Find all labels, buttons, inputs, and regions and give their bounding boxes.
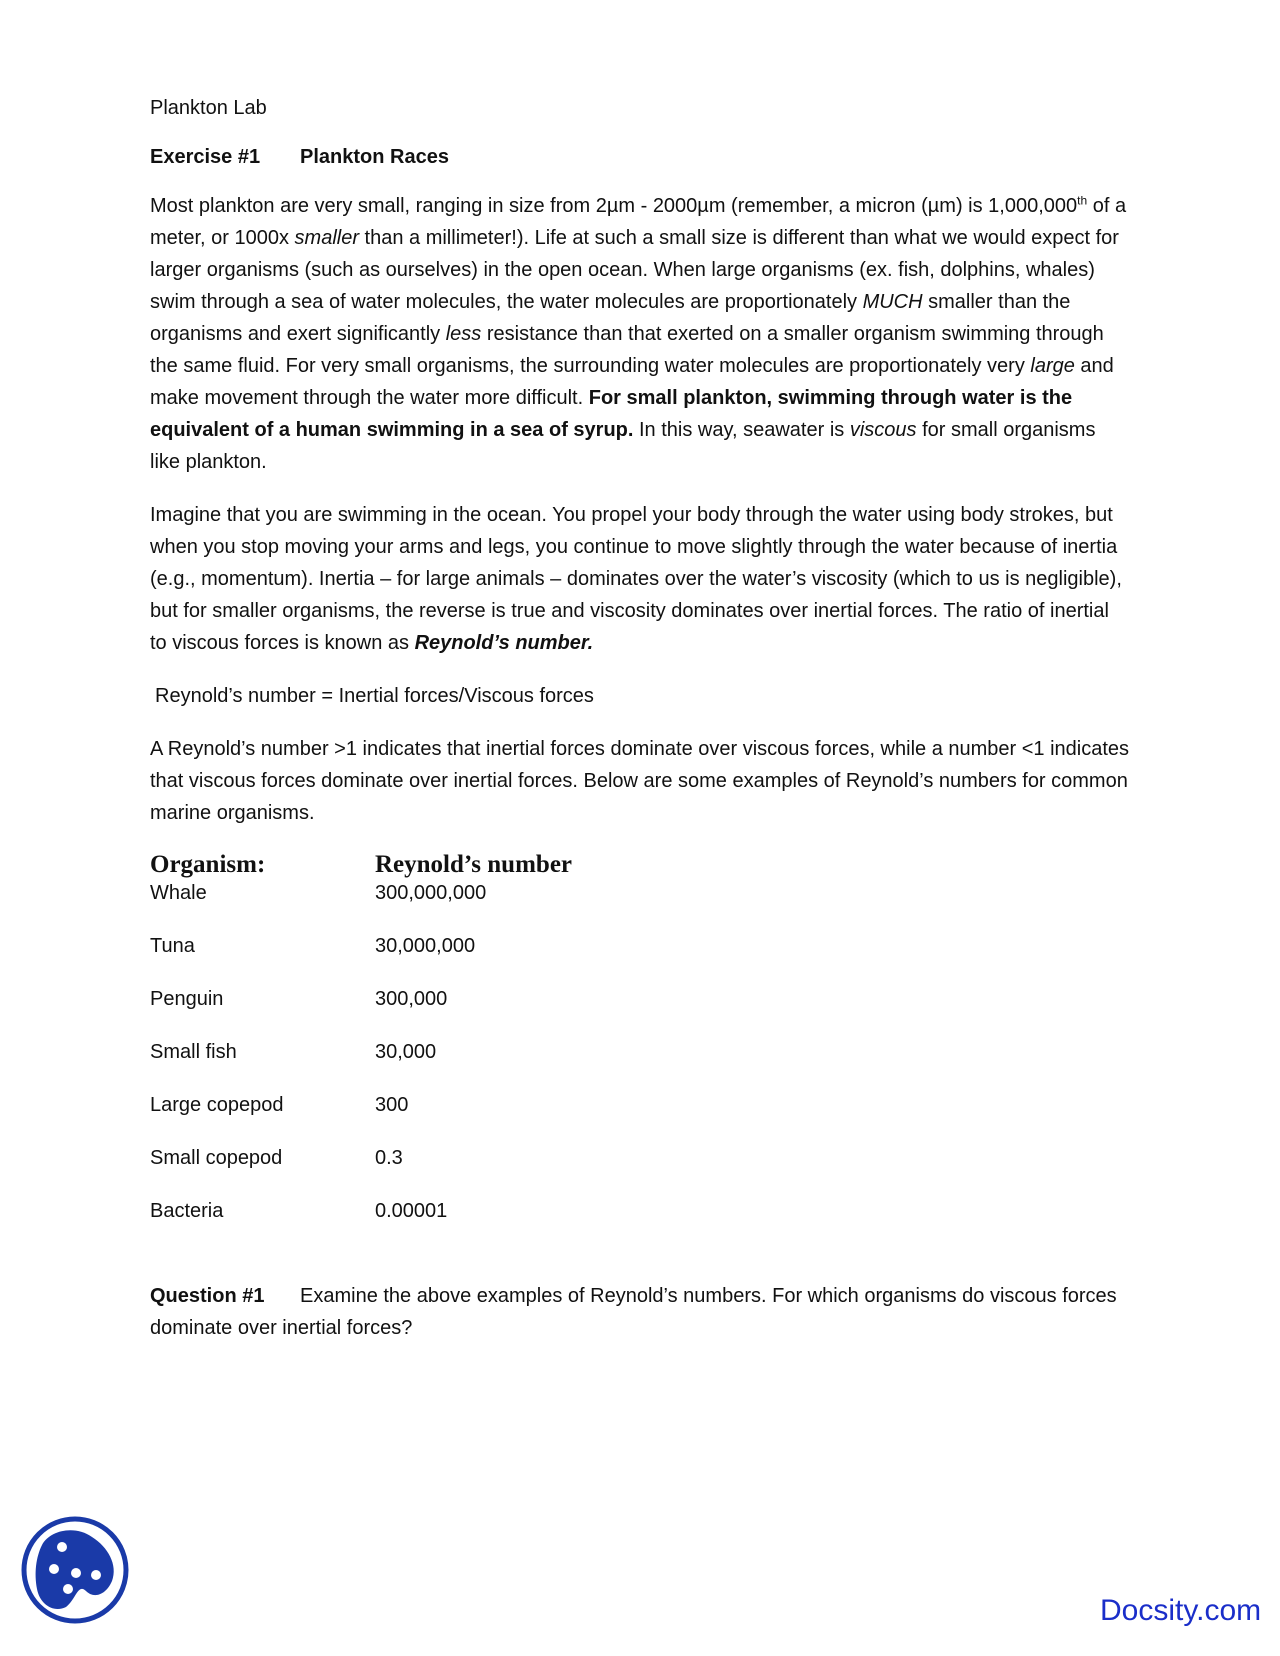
question-block [150, 1280, 1130, 1344]
cell-reynolds: 0.00001 [375, 1200, 448, 1222]
cell-organism: Bacteria [150, 1200, 224, 1222]
superscript: th [1077, 193, 1088, 208]
emphasis: smaller [294, 227, 359, 249]
document-title: Plankton Lab [150, 97, 267, 119]
table-row [150, 1144, 1130, 1173]
question-number: Question #1 [150, 1285, 265, 1307]
text-run: In this way, seawater is [633, 419, 850, 441]
reynolds-table [150, 851, 1130, 1226]
question-text: Examine the above examples of Reynold’s numbers. For which organisms do viscous forces dominate over inertial forces? [150, 1285, 1117, 1339]
exercise-number: Exercise #1 [150, 146, 261, 168]
cell-organism: Tuna [150, 935, 195, 957]
text-run: for small organisms like plankton. [150, 419, 1096, 473]
emphasis: less [445, 323, 482, 345]
cell-organism: Large copepod [150, 1094, 284, 1116]
header-reynolds: Reynold’s number [375, 851, 573, 878]
table-row [150, 1091, 1130, 1120]
table-row [150, 1038, 1130, 1067]
cell-reynolds: 30,000,000 [375, 935, 476, 957]
intro-paragraph [150, 190, 1130, 478]
table-row [150, 1197, 1130, 1226]
text-run: resistance than that exerted on a smaller organism swimming through the same fluid. For very small organisms, the surrounding water molecules are proportionately very [150, 323, 1104, 377]
table-row [150, 932, 1130, 961]
document-page [150, 92, 1130, 1344]
emphasis: viscous [849, 419, 917, 441]
explanation-paragraph: A Reynold’s number >1 indicates that inertial forces dominate over viscous forces, while a number <1 indicates that viscous forces dominate over inertial forces. Below are some examples of Reynold’s numbers for common marine organisms. [150, 738, 1130, 824]
text-run: and make movement through the water more difficult. [150, 355, 1114, 409]
text-run: Most plankton are very small, ranging in size from 2µm - 2000µm (remember, a micron (µm) is 1,000,000 [150, 195, 1078, 217]
docsity-logo-icon[interactable] [20, 1515, 130, 1625]
header-organism: Organism: [150, 851, 266, 878]
bold-text: For small plankton, swimming through water is the equivalent of a human swimming in a sea of syrup. [150, 387, 1073, 441]
cell-organism: Small fish [150, 1041, 237, 1063]
cell-reynolds: 30,000 [375, 1041, 437, 1063]
exercise-name: Plankton Races [300, 146, 449, 168]
bold-italic-term: Reynold’s number. [414, 632, 594, 654]
emphasis: large [1030, 355, 1075, 377]
cell-reynolds: 300,000,000 [375, 882, 487, 904]
text-run: smaller than the organisms and exert significantly [150, 291, 1071, 345]
text-run: of a meter, or 1000x [150, 195, 1127, 249]
cell-reynolds: 300 [375, 1094, 409, 1116]
text-run: Imagine that you are swimming in the ocean. You propel your body through the water using body strokes, but when you stop moving your arms and legs, you continue to move slightly through the water because of inertia (e.g., momentum). Inertia – for large animals – dominates over the water’s viscosity (which to us is negligible), but for smaller organisms, the reverse is true and viscosity dominates over inertial forces. The ratio of inertial to viscous forces is known as [150, 504, 1122, 654]
table-header [150, 851, 1130, 879]
reynolds-formula: Reynold’s number = Inertial forces/Viscous forces [155, 685, 594, 707]
inertia-paragraph [150, 499, 1130, 659]
text-run: than a millimeter!). Life at such a small size is different than what we would expect for larger organisms (such as ourselves) in the open ocean. When large organisms (ex. fish, dolphins, whales) swim through a sea of water molecules, the water molecules are proportionately [150, 227, 1119, 313]
cell-organism: Whale [150, 882, 207, 904]
exercise-heading [150, 141, 1130, 173]
table-row [150, 985, 1130, 1014]
cell-reynolds: 300,000 [375, 988, 448, 1010]
cell-organism: Penguin [150, 988, 224, 1010]
table-row [150, 879, 1130, 908]
cell-organism: Small copepod [150, 1147, 283, 1169]
emphasis: MUCH [862, 291, 923, 313]
docsity-brand-link[interactable]: Docsity.com [1100, 1594, 1262, 1627]
cell-reynolds: 0.3 [375, 1147, 403, 1169]
